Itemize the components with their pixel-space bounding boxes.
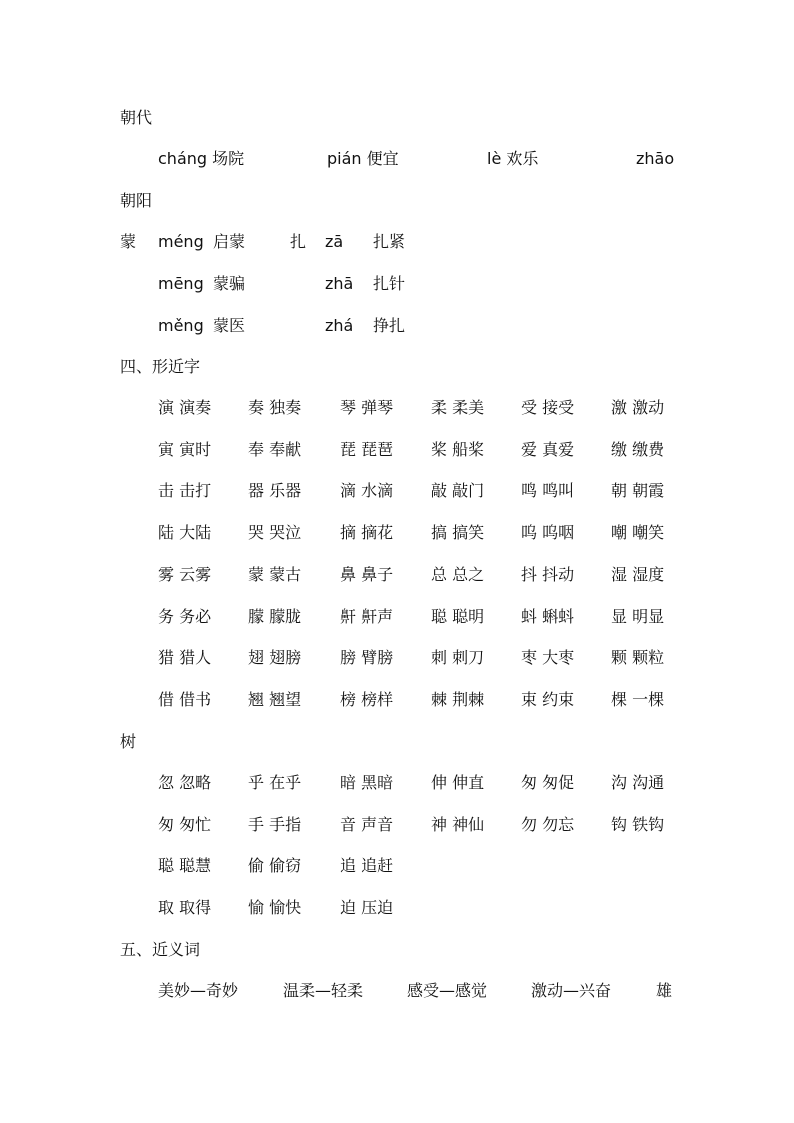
- similar-char-item: 偷 偷窃: [248, 856, 302, 876]
- similar-char-item: 取 取得: [158, 898, 212, 918]
- similar-char-item: 匆 匆忙: [158, 814, 212, 834]
- similar-char-item: 柔 柔美: [431, 398, 485, 417]
- polyphone-char-meng: 蒙: [120, 232, 137, 251]
- similar-char-item: 琵 琵琶: [340, 439, 394, 459]
- similar-char-item: 颗 颗粒: [611, 648, 665, 668]
- similar-char-item: 鸣 鸣叫: [521, 481, 575, 501]
- similar-char-item: 迫 压迫: [340, 898, 394, 918]
- similar-char-item: 奉 奉献: [248, 439, 302, 459]
- polyphone-word: 挣扎: [373, 316, 406, 335]
- polyphone-word: 蒙骗: [213, 274, 246, 293]
- similar-char-item: 手 手指: [248, 814, 302, 834]
- pinyin-item: cháng 场院: [158, 149, 245, 168]
- similar-char-item: 愉 愉快: [248, 898, 302, 918]
- similar-char-item: 翘 翘望: [248, 689, 302, 709]
- similar-char-item: 演 演奏: [158, 398, 212, 417]
- similar-char-item: 击 击打: [158, 481, 212, 501]
- polyphone-pinyin: zhā: [325, 274, 354, 293]
- polyphone-word: 扎紧: [373, 232, 406, 251]
- similar-char-item: 哭 哭泣: [248, 523, 302, 543]
- similar-char-item: 陆 大陆: [158, 523, 212, 543]
- similar-char-item: 聪 聪明: [431, 606, 485, 626]
- wrapped-char-tree: 树: [120, 732, 137, 751]
- similar-char-item: 膀 臂膀: [340, 648, 394, 668]
- similar-char-item: 聪 聪慧: [158, 856, 212, 876]
- polyphone-pinyin: mēng: [158, 274, 204, 293]
- similar-char-item: 匆 匆促: [521, 773, 575, 792]
- similar-char-item: 器 乐器: [248, 481, 302, 501]
- similar-char-item: 借 借书: [158, 689, 212, 709]
- similar-char-item: 雾 云雾: [158, 564, 212, 584]
- similar-char-item: 敲 敲门: [431, 481, 485, 501]
- similar-char-item: 猎 猎人: [158, 648, 212, 668]
- synonym-pair: 温柔—轻柔: [283, 981, 364, 1000]
- similar-char-item: 滴 水滴: [340, 481, 394, 501]
- similar-char-item: 乎 在乎: [248, 773, 302, 792]
- similar-char-item: 奏 独奏: [248, 398, 302, 417]
- similar-char-item: 寅 寅时: [158, 439, 212, 459]
- synonym-pair: 美妙—奇妙: [158, 981, 239, 1000]
- section-title-similar-chars: 四、形近字: [120, 357, 201, 376]
- section-title-synonyms: 五、近义词: [120, 940, 201, 959]
- synonym-pair: 激动—兴奋: [531, 981, 612, 1000]
- synonym-pair: 雄: [656, 981, 673, 1000]
- similar-char-item: 追 追赶: [340, 856, 394, 876]
- similar-char-item: 神 神仙: [431, 814, 485, 834]
- similar-char-item: 刺 刺刀: [431, 648, 485, 668]
- similar-char-item: 音 声音: [340, 814, 394, 834]
- polyphone-word: 蒙医: [213, 316, 246, 335]
- similar-char-item: 务 务必: [158, 606, 212, 626]
- similar-char-item: 桨 船桨: [431, 439, 485, 459]
- similar-char-item: 勿 勿忘: [521, 814, 575, 834]
- similar-char-item: 忽 忽略: [158, 773, 212, 792]
- polyphone-pinyin: měng: [158, 316, 204, 335]
- similar-char-item: 抖 抖动: [521, 564, 575, 584]
- similar-char-item: 鼾 鼾声: [340, 606, 394, 626]
- similar-char-item: 束 约束: [521, 689, 575, 709]
- polyphone-word: 扎针: [373, 274, 406, 293]
- similar-char-item: 琴 弹琴: [340, 398, 394, 417]
- similar-char-item: 激 激动: [611, 398, 665, 417]
- similar-char-item: 蚪 蝌蚪: [521, 606, 575, 626]
- text-line-morning-sun: 朝阳: [120, 191, 153, 210]
- similar-char-item: 翅 翅膀: [248, 648, 302, 668]
- pinyin-item: pián 便宜: [327, 149, 399, 168]
- similar-char-item: 暗 黑暗: [340, 773, 394, 792]
- similar-char-item: 爱 真爱: [521, 439, 575, 459]
- similar-char-item: 嘲 嘲笑: [611, 523, 665, 543]
- polyphone-pinyin: zā: [325, 232, 344, 251]
- pinyin-item: lè 欢乐: [487, 149, 539, 168]
- similar-char-item: 棵 一棵: [611, 689, 665, 709]
- similar-char-item: 枣 大枣: [521, 648, 575, 668]
- similar-char-item: 朝 朝霞: [611, 481, 665, 501]
- similar-char-item: 湿 湿度: [611, 564, 665, 584]
- polyphone-pinyin: zhá: [325, 316, 354, 335]
- similar-char-item: 搞 搞笑: [431, 523, 485, 543]
- similar-char-item: 蒙 蒙古: [248, 564, 302, 584]
- similar-char-item: 朦 朦胧: [248, 606, 302, 626]
- similar-char-item: 呜 呜咽: [521, 523, 575, 543]
- polyphone-char-za: 扎: [290, 232, 307, 251]
- similar-char-item: 总 总之: [431, 564, 485, 584]
- pinyin-item: zhāo: [636, 149, 675, 168]
- similar-char-item: 伸 伸直: [431, 773, 485, 792]
- similar-char-item: 沟 沟通: [611, 773, 665, 792]
- similar-char-item: 摘 摘花: [340, 523, 394, 543]
- synonym-pair: 感受—感觉: [407, 981, 488, 1000]
- similar-char-item: 榜 榜样: [340, 689, 394, 709]
- polyphone-pinyin: méng: [158, 232, 204, 251]
- similar-char-item: 缴 缴费: [611, 439, 665, 459]
- similar-char-item: 鼻 鼻子: [340, 564, 394, 584]
- text-line-dynasty: 朝代: [120, 108, 153, 127]
- similar-char-item: 显 明显: [611, 606, 665, 626]
- similar-char-item: 受 接受: [521, 398, 575, 417]
- polyphone-word: 启蒙: [213, 232, 246, 251]
- similar-char-item: 棘 荆棘: [431, 689, 485, 709]
- similar-char-item: 钩 铁钩: [611, 814, 665, 834]
